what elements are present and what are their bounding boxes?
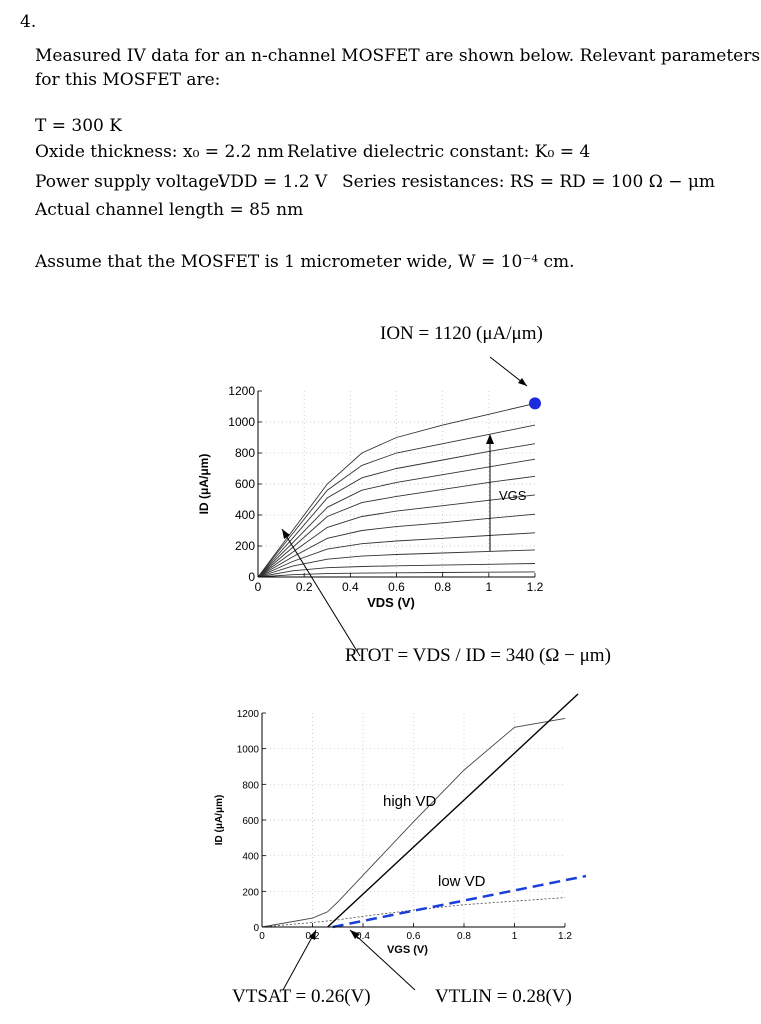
vgs-label: VGS: [499, 488, 527, 503]
y-tick-label: 600: [242, 816, 259, 827]
id-vgs-curve: [262, 898, 565, 927]
y-tick-label: 1200: [236, 709, 259, 720]
oxide-label: Oxide thickness:: [35, 142, 178, 162]
y-tick-label: 1000: [236, 744, 259, 756]
y-tick-label: 800: [234, 446, 255, 460]
power-value: VDD = 1.2 V: [218, 172, 328, 192]
vtlin-annotation: VTLIN = 0.28(V): [435, 986, 572, 1007]
power-label: Power supply voltage:: [35, 172, 225, 192]
x-tick-label: 0.4: [341, 580, 359, 594]
vtsat-annotation: VTSAT = 0.26(V): [232, 986, 371, 1007]
width-assumption: Assume that the MOSFET is 1 micrometer wide, W = 10⁻⁴ cm.: [35, 252, 575, 272]
y-axis-label: ID (μA/μm): [214, 794, 225, 846]
low-vd-label: low VD: [438, 873, 486, 890]
channel-length: Actual channel length = 85 nm: [35, 200, 304, 220]
x-tick-label: 1: [485, 580, 493, 594]
intro-line-2: for this MOSFET are:: [35, 70, 221, 90]
problem-number: 4.: [20, 12, 37, 32]
x-tick-label: 1: [511, 931, 518, 942]
x-tick-label: 0.6: [406, 931, 421, 942]
y-tick-label: 0: [248, 570, 255, 584]
rtot-annotation: RTOT = VDS / ID = 340 (Ω − μm): [345, 645, 611, 666]
x-tick-label: 0.2: [305, 931, 320, 942]
x-tick-label: 0.4: [356, 931, 370, 942]
y-tick-label: 1000: [228, 415, 255, 429]
high-vd-label: high VD: [383, 793, 437, 810]
oxide-value: x₀ = 2.2 nm: [183, 142, 284, 162]
x-axis-label: VDS (V): [367, 595, 415, 610]
high-vd-fit-line: [328, 694, 578, 927]
y-tick-label: 1200: [228, 384, 255, 398]
x-tick-label: 0: [259, 931, 265, 942]
x-tick-label: 0.8: [457, 931, 471, 942]
y-tick-label: 200: [234, 539, 255, 553]
y-axis-label: ID (μA/μm): [197, 453, 211, 515]
temperature: T = 300 K: [35, 116, 122, 136]
y-tick-label: 200: [242, 887, 259, 899]
x-tick-label: 0.8: [434, 580, 452, 594]
series-resistances: Series resistances: RS = RD = 100 Ω − μm: [342, 172, 716, 192]
x-tick-label: 0.2: [295, 580, 313, 594]
y-tick-label: 400: [242, 851, 259, 863]
y-tick-label: 400: [234, 508, 255, 522]
dielectric-constant: Relative dielectric constant: K₀ = 4: [287, 142, 591, 162]
y-tick-label: 800: [242, 780, 259, 792]
intro-line-1: Measured IV data for an n-channel MOSFET are shown below. Relevant parameters: [35, 46, 761, 66]
x-tick-label: 1.2: [558, 931, 572, 942]
ion-annotation: ION = 1120 (μA/μm): [380, 323, 543, 344]
y-tick-label: 0: [253, 923, 259, 934]
x-tick-label: 0.6: [388, 580, 405, 594]
x-axis-label: VGS (V): [386, 944, 428, 956]
y-tick-label: 600: [234, 477, 255, 491]
x-tick-label: 1.2: [526, 580, 544, 594]
x-tick-label: 0: [254, 580, 262, 594]
